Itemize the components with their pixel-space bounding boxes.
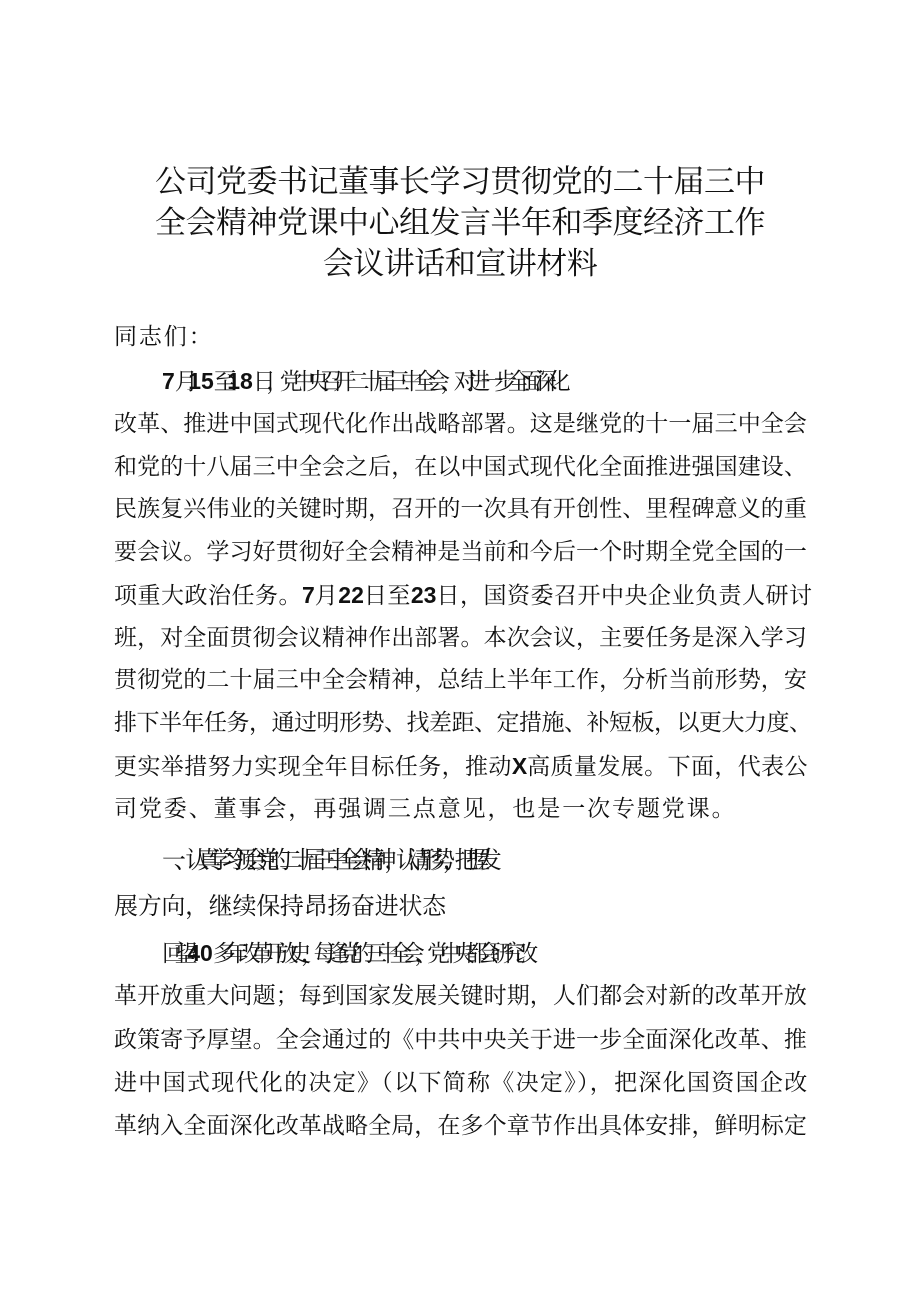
document-title	[110, 162, 810, 285]
date-day-end: 23	[410, 582, 437, 608]
text-segment: 日至	[363, 583, 411, 609]
paragraph-1-line-4: 民族复兴伟业的关键时期，召开的一次具有开创性、里程碑意义的重	[114, 496, 807, 522]
years-number: 40	[187, 940, 213, 966]
text-segment: 日，国资委召开中央企业负责人研讨	[436, 583, 813, 609]
date-month: 7	[302, 582, 315, 608]
paragraph-1-line-2: 改革、推进中国式现代化作出战略部署。这是继党的十一届三中全会	[114, 411, 807, 437]
paragraph-2-line-1	[162, 938, 862, 969]
paragraph-1-line-7: 班，对全面贯彻会议精神作出部署。本次会议，主要任务是深入学习	[114, 625, 807, 651]
text-segment: 月	[174, 369, 189, 395]
company-placeholder: X	[511, 753, 528, 779]
title-line-1: 公司党委书记董事长学习贯彻党的二十届三中	[155, 164, 765, 200]
date-month: 7	[162, 368, 175, 394]
date-day-start: 15	[188, 368, 214, 394]
paragraph-2-line-3: 政策寄予厚望。全会通过的《中共中央关于进一步全面深化改革、推	[114, 1027, 807, 1053]
text-segment: 高质量发展。下面，代表公	[527, 754, 808, 780]
paragraph-1-line-9: 排下半年任务，通过明形势、找差距、定措施、补短板，以更大力度、	[114, 710, 812, 736]
text-segment: 更实举措努力实现全年目标任务，推动	[114, 754, 512, 780]
paragraph-2-line-4: 进中国式现代化的决定》（以下简称《决定》），把深化国资国企改	[114, 1070, 809, 1096]
section-heading-1-line-1: 一、认真学习领会党的二十届三中全会精神，认清形势，把握发	[162, 846, 490, 874]
paragraph-2-line-2: 革开放重大问题；每到国家发展关键时期，人们都会对新的改革开放	[114, 983, 807, 1009]
paragraph-1-line-3: 和党的十八届三中全会之后，在以中国式现代化全面推进强国建设、	[114, 454, 807, 480]
text-segment: 项重大政治任务。	[114, 583, 302, 609]
paragraph-1-line-1	[162, 366, 862, 397]
date-day-end: 18	[227, 368, 253, 394]
salutation: 同志们：	[114, 324, 214, 350]
paragraph-1-line-10	[114, 751, 814, 782]
title-line-2: 全会精神党课中心组发言半年和季度经济工作	[155, 205, 765, 241]
text-segment: 日，党中央召开二十届三中全会，对进一步全面深化	[252, 369, 561, 395]
paragraph-2-line-5: 革纳入全面深化改革战略全局，在多个章节作出具体安排，鲜明标定	[114, 1113, 807, 1139]
section-heading-1-line-2: 展方向，继续保持昂扬奋进状态	[114, 892, 446, 920]
text-segment: 多年改革开放史，每逢党的三中全会，党中央都会研究改	[212, 941, 528, 967]
date-day-start: 22	[338, 582, 364, 608]
paragraph-1-line-11: 司党委、董事会，再强调三点意见，也是一次专题党课。	[114, 796, 737, 822]
text-segment: 月	[314, 583, 339, 609]
text-segment: 至	[213, 369, 228, 395]
title-line-3: 会议讲话和宣讲材料	[322, 246, 598, 282]
paragraph-1-line-5: 要会议。学习好贯彻好全会精神是当前和今后一个时期全党全国的一	[114, 539, 807, 565]
paragraph-1-line-6	[114, 580, 814, 611]
paragraph-1-line-8: 贯彻党的二十届三中全会精神，总结上半年工作，分析当前形势，安	[114, 667, 807, 693]
text-segment: 回望	[162, 941, 188, 967]
